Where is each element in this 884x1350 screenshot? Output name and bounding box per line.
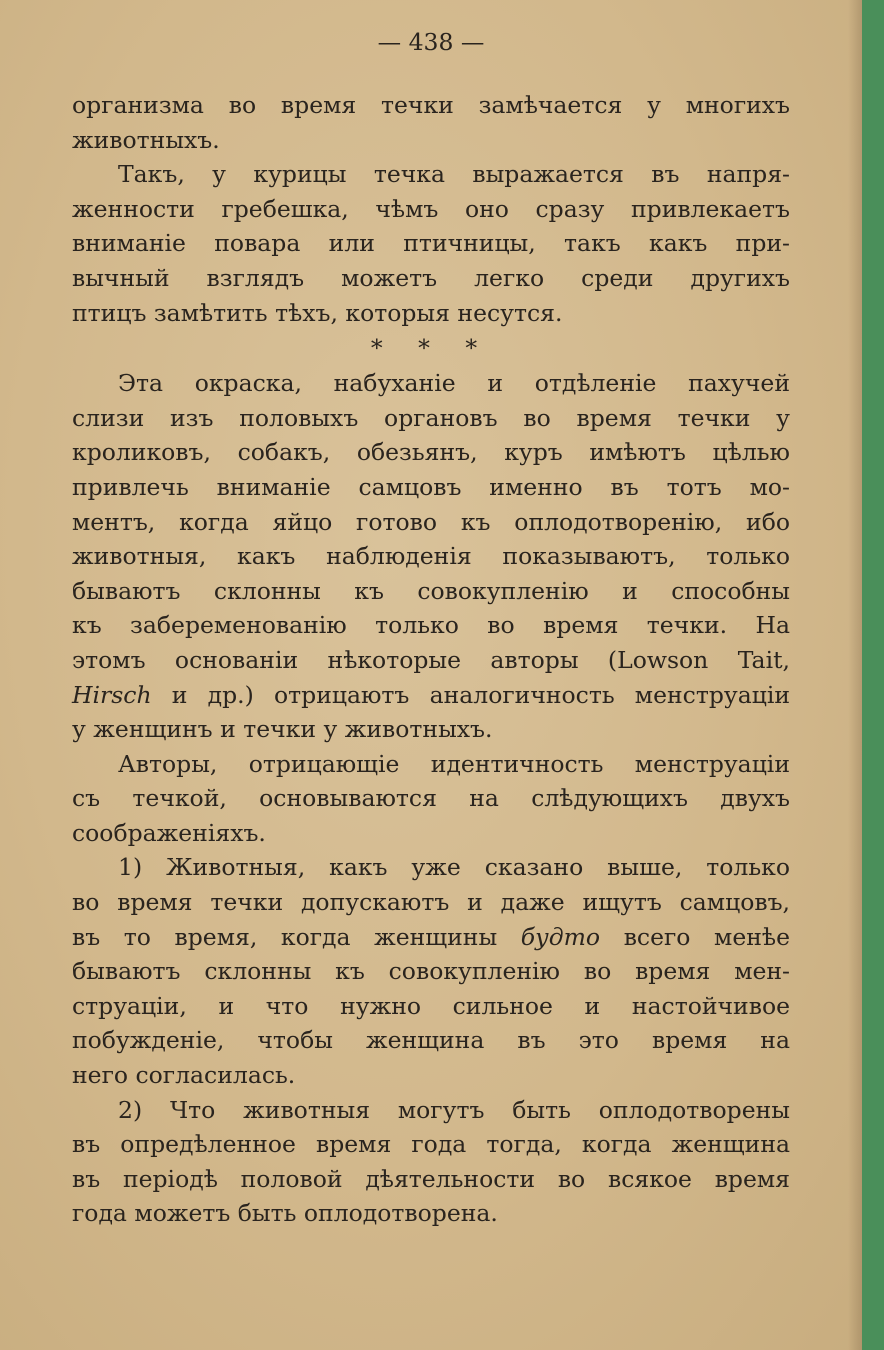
text-line: побужденіе, чтобы женщина въ это время на	[72, 1026, 790, 1055]
paragraph-3	[72, 366, 790, 747]
text-line: женности гребешка, чѣмъ оно сразу привлекаетъ	[72, 194, 790, 223]
text-line: этомъ основаніи нѣкоторые авторы (Lowson Tait,	[72, 645, 790, 674]
text-line: 2) Что животныя могутъ быть оплодотворены	[118, 1095, 790, 1124]
text-line: кроликовъ, собакъ, обезьянъ, куръ имѣютъ цѣлью	[72, 438, 790, 467]
paragraph-1	[72, 88, 790, 157]
text-span: въ то время, когда женщины	[72, 922, 521, 951]
text-line: Такъ, у курицы течка выражается въ напря-	[118, 160, 790, 189]
text-line: животныхъ.	[72, 125, 220, 154]
text-span: и др.) отрицаютъ аналогичность менструаціи	[151, 680, 790, 709]
text-line: года можетъ быть оплодотворена.	[72, 1199, 498, 1228]
text-line: 1) Животныя, какъ уже сказано выше, только	[118, 853, 790, 882]
text-line: него согласилась.	[72, 1061, 296, 1090]
text-line: животныя, какъ наблюденія показываютъ, только	[72, 542, 790, 571]
text-line: бываютъ склонны къ совокупленію и способны	[72, 576, 790, 605]
text-line: струаціи, и что нужно сильное и настойчивое	[72, 991, 790, 1020]
text-line: у женщинъ и течки у животныхъ.	[72, 715, 493, 744]
text-line: къ забеременованію только во время течки. На	[72, 611, 790, 640]
text-line: въ періодѣ половой дѣятельности во всякое время	[72, 1164, 790, 1193]
text-line: съ течкой, основываются на слѣдующихъ двухъ	[72, 784, 790, 813]
text-line: во время течки допускаютъ и даже ищутъ самцовъ,	[72, 888, 790, 917]
text-line: бываютъ склонны къ совокупленію во время мен-	[72, 957, 790, 986]
paragraph-2	[72, 157, 790, 330]
paragraph-6	[72, 1093, 790, 1231]
text-line: привлечь вниманіе самцовъ именно въ тотъ мо-	[72, 472, 790, 501]
page-number: — 438 —	[377, 28, 485, 56]
italic-word: будто	[520, 922, 601, 951]
text-line: вниманіе повара или птичницы, такъ какъ при-	[72, 229, 790, 258]
page-text	[72, 22, 790, 1231]
text-line: ментъ, когда яйцо готово къ оплодотворенію, ибо	[72, 507, 790, 536]
paragraph-5	[72, 850, 790, 1092]
author-name-italic: Hirsch	[72, 680, 152, 709]
text-line: соображеніяхъ.	[72, 818, 266, 847]
paragraph-4	[72, 747, 790, 851]
section-separator: * * *	[370, 334, 492, 363]
text-line: птицъ замѣтить тѣхъ, которыя несутся.	[72, 298, 563, 327]
text-line: вычный взглядъ можетъ легко среди другихъ	[72, 263, 790, 292]
text-line: Эта окраска, набуханіе и отдѣленіе пахучей	[118, 369, 790, 398]
text-line: организма во время течки замѣчается у многихъ	[72, 91, 790, 119]
text-line: Авторы, отрицающіе идентичность менструаціи	[118, 749, 790, 778]
text-line	[72, 678, 790, 713]
text-line: слизи изъ половыхъ органовъ во время течки у	[72, 403, 790, 432]
text-line: въ опредѣленное время года тогда, когда женщина	[72, 1130, 790, 1159]
text-line	[72, 920, 790, 955]
text-span: всего менѣе	[600, 922, 790, 951]
